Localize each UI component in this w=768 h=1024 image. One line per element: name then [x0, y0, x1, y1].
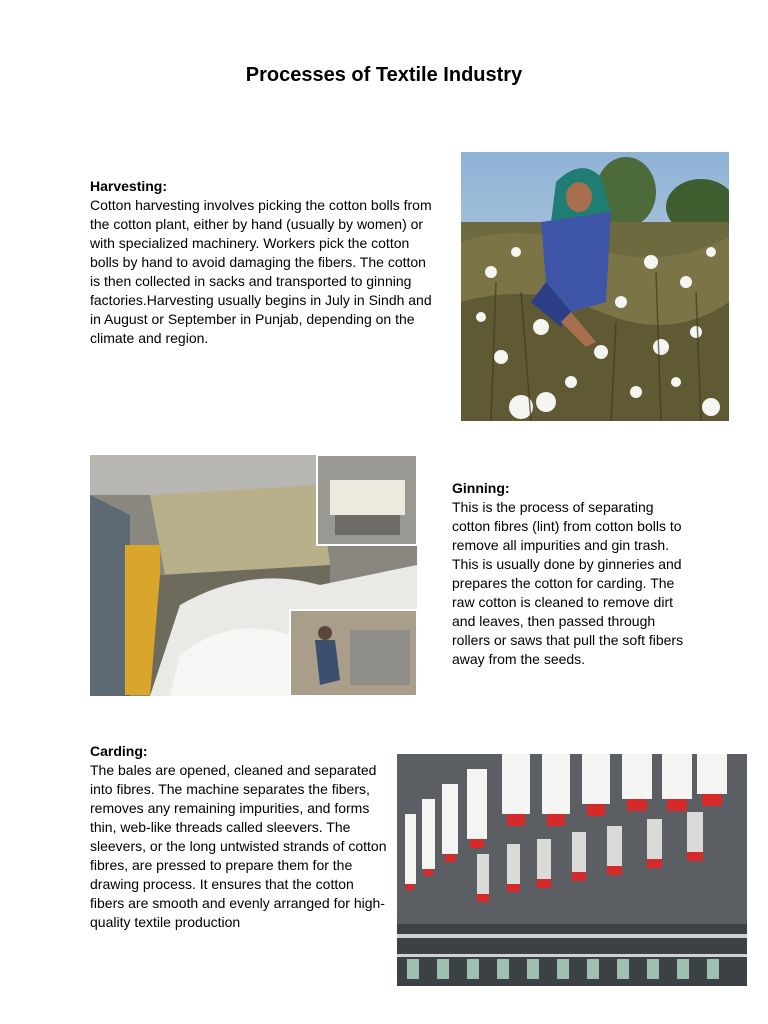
harvesting-heading: Harvesting: — [90, 178, 168, 194]
cotton-harvesting-photo — [461, 152, 729, 421]
carding-section — [90, 742, 390, 932]
carding-text: The bales are opened, cleaned and separated into fibres. The machine separates the fibers, removes any remaining impurities, and forms thin, web-like threads called sleevers. The sleevers, or the long untwisted strands of cotton fibres, are pressed to prepare them for the drawing process. It ensures that the cotton fibers are smooth and evenly arranged for high-quality textile production — [90, 762, 387, 930]
carding-heading: Carding: — [90, 743, 148, 759]
carding-machine-photo — [397, 754, 747, 986]
cotton-ginning-photo — [90, 455, 417, 696]
page-title: Processes of Textile Industry — [245, 64, 523, 86]
ginning-text: This is the process of separating cotton fibres (lint) from cotton bolls to remove all impurities and gin trash. This is usually done by ginneries and prepares the cotton for carding. The raw cotton is cleaned to remove dirt and leaves, then passed through rollers or saws that pull the soft fibers away from the seeds. — [452, 499, 684, 667]
harvesting-section — [90, 177, 435, 348]
harvesting-text: Cotton harvesting involves picking the cotton bolls from the cotton plant, either by hand (usually by women) or with specialized machinery. Workers pick the cotton bolls by hand to avoid damaging the fibers. The cotton is then collected in sacks and transported to ginning factories.Harvesting usually begins in July in Sindh and in August or September in Punjab, depending on the climate and region. — [90, 197, 432, 346]
ginning-section — [452, 479, 692, 669]
ginning-heading: Ginning: — [452, 480, 510, 496]
